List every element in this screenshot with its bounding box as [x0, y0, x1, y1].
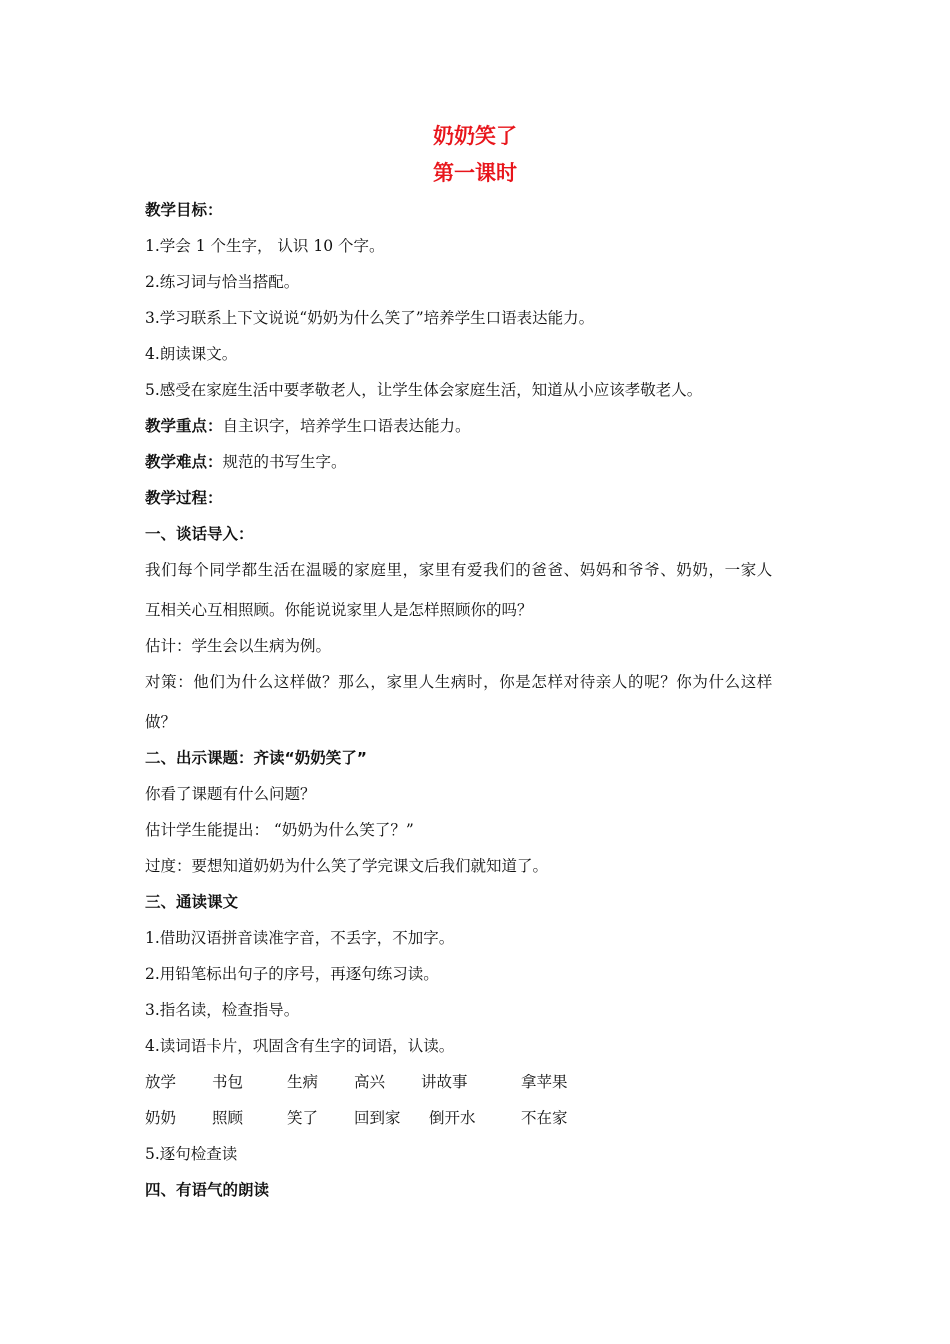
document-title: 奶奶笑了: [433, 124, 517, 148]
document-subtitle: 第一课时: [433, 161, 517, 185]
vocab-word: 放学: [145, 1073, 177, 1091]
section-heading: 一、谈话导入：: [145, 525, 254, 543]
vocab-word: 倒开水: [429, 1109, 476, 1127]
vocab-word: 书包: [212, 1073, 244, 1091]
key-point-text: 自主识字，培养学生口语表达能力。: [222, 417, 471, 435]
goal-item: 5.感受在家庭生活中要孝敬老人，让学生体会家庭生活，知道从小应该孝敬老人。: [145, 381, 703, 399]
section-heading: 二、出示课题：齐读“奶奶笑了”: [145, 749, 367, 767]
process-heading: 教学过程：: [145, 489, 223, 507]
vocab-word: 生病: [287, 1073, 319, 1091]
key-point-label: 教学重点：: [145, 417, 223, 435]
vocab-word: 奶奶: [145, 1109, 177, 1127]
question-text: 你看了课题有什么问题？: [145, 785, 316, 803]
goal-item: 2.练习词与恰当搭配。: [145, 273, 300, 291]
paragraph-line: 对策：他们为什么这样做？那么，家里人生病时，你是怎样对待亲人的呢？你为什么这样: [145, 673, 773, 691]
paragraph-line: 我们每个同学都生活在温暖的家庭里，家里有爱我们的爸爸、妈妈和爷爷、奶奶，一家人: [145, 561, 773, 579]
step-item: 5.逐句检查读: [145, 1145, 238, 1163]
paragraph-line: 做？: [145, 713, 177, 731]
vocab-word: 照顾: [212, 1109, 244, 1127]
difficulty-label: 教学难点：: [145, 453, 223, 471]
transition-text: 过度：要想知道奶奶为什么笑了学完课文后我们就知道了。: [145, 857, 549, 875]
vocab-word: 不在家: [521, 1109, 568, 1127]
estimate-text: 估计：学生会以生病为例。: [145, 637, 332, 655]
step-item: 4.读词语卡片，巩固含有生字的词语，认读。: [145, 1037, 455, 1055]
goal-item: 3.学习联系上下文说说“奶奶为什么笑了”培养学生口语表达能力。: [145, 309, 595, 327]
paragraph-line: 互相关心互相照顾。你能说说家里人是怎样照顾你的吗？: [145, 601, 533, 619]
step-item: 3.指名读，检查指导。: [145, 1001, 300, 1019]
estimate-text: 估计学生能提出： “奶奶为什么笑了？”: [145, 821, 414, 839]
goal-item: 4.朗读课文。: [145, 345, 238, 363]
difficulty-text: 规范的书写生字。: [222, 453, 347, 471]
step-item: 1.借助汉语拼音读准字音，不丢字，不加字。: [145, 929, 455, 947]
vocab-word: 高兴: [354, 1073, 386, 1091]
vocab-word: 笑了: [287, 1109, 319, 1127]
difficulty-point: [145, 452, 347, 472]
goals-heading: 教学目标：: [145, 201, 223, 219]
step-item: 2.用铅笔标出句子的序号，再逐句练习读。: [145, 965, 439, 983]
vocab-word: 拿苹果: [521, 1073, 568, 1091]
section-heading: 三、通读课文: [145, 893, 239, 911]
key-point: [145, 416, 471, 436]
vocab-word: 讲故事: [421, 1073, 468, 1091]
vocab-word: 回到家: [354, 1109, 401, 1127]
section-heading: 四、有语气的朗读: [145, 1181, 270, 1199]
goal-item: 1.学会 1 个生字， 认识 10 个字。: [145, 237, 385, 255]
